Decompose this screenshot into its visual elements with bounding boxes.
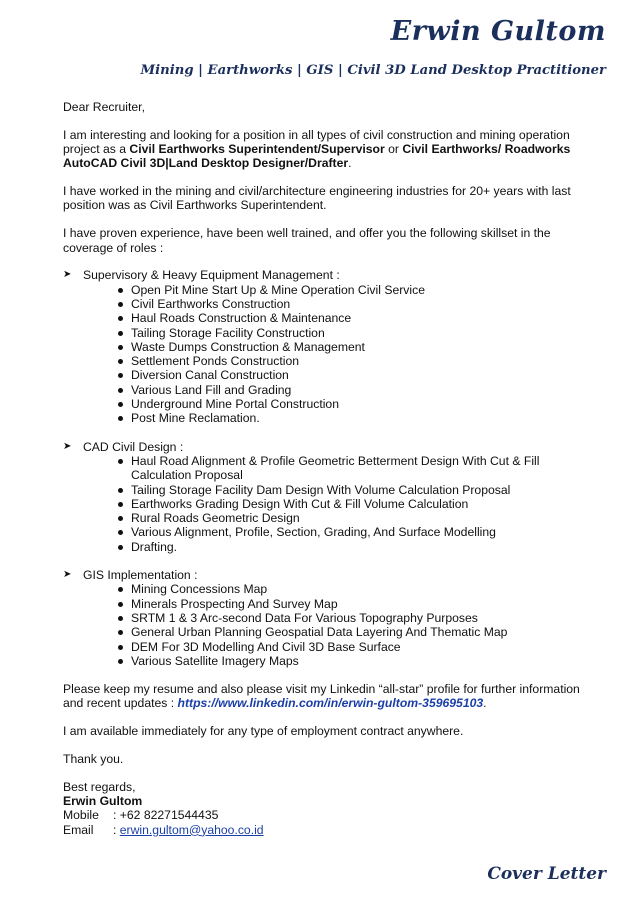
list-item-text: Tailing Storage Facility Construction [131,325,325,340]
list-item [63,540,603,554]
section-title: Supervisory & Heavy Equipment Management : [83,268,340,283]
list-item [63,283,603,297]
list-item [63,411,603,425]
bullet-icon [118,359,123,364]
bullet-icon [118,302,123,307]
list-item [63,654,603,668]
list-item-text: Mining Concessions Map [131,582,268,597]
list-item-text: SRTM 1 & 3 Arc-second Data For Various Topography Purposes [131,610,478,625]
list-item-text: Waste Dumps Construction & Management [131,339,365,354]
skill-list [63,454,603,554]
email-row [63,823,603,837]
skill-list [63,283,603,426]
experience-paragraph: I have worked in the mining and civil/architecture engineering industries for 20+ years with last position was as Civil Earthworks Superintendent. [63,184,571,213]
bullet-icon [118,587,123,592]
list-item-text: Underground Mine Portal Construction [131,397,339,412]
bullet-icon [118,530,123,535]
list-item-text: Various Alignment, Profile, Section, Grading, And Surface Modelling [131,525,496,540]
list-item [63,354,603,368]
bullet-icon [118,288,123,293]
list-item-text: Rural Roads Geometric Design [131,511,300,526]
skill-list [63,582,603,668]
bullet-icon [118,645,123,650]
signature-name [63,794,603,808]
list-item-text: Minerals Prospecting And Survey Map [131,596,338,611]
intro-text-3: . [348,156,352,171]
list-item [63,340,603,354]
list-item [63,597,603,611]
list-item [63,611,603,625]
list-item [63,625,603,639]
list-item [63,511,603,525]
list-item [63,582,603,596]
bullet-icon [118,516,123,521]
author-subtitle: Mining | Earthworks | GIS | Civil 3D Land Desktop Practitioner [140,63,606,78]
intro-role-2: Civil Earthworks/ Roadworks AutoCAD Civil 3D|Land Desktop Designer/Drafter [63,142,571,171]
bullet-icon [118,659,123,664]
list-item-text: Haul Roads Construction & Maintenance [131,311,352,326]
linkedin-end: . [483,696,487,711]
bullet-icon [118,402,123,407]
list-item [63,383,603,397]
bullet-icon [118,373,123,378]
closing: Best regards, [63,779,136,794]
email-link[interactable]: erwin.gultom@yahoo.co.id [119,822,264,837]
salutation: Dear Recruiter, [63,100,145,114]
signature-name-text: Erwin Gultom [63,794,143,809]
list-item-text: General Urban Planning Geospatial Data Layering And Thematic Map [131,625,508,640]
arrow-bullet-icon: ➤ [63,269,72,281]
bullet-icon [118,488,123,493]
list-item [63,311,603,325]
intro-text-2: or [384,142,403,157]
list-item-text: Civil Earthworks Construction [131,296,291,311]
bullet-icon [118,602,123,607]
bullet-icon [118,630,123,635]
section-supervisory [63,268,603,425]
arrow-bullet-icon: ➤ [63,440,72,452]
section-heading [63,568,603,582]
author-name: Erwin Gultom [390,16,606,47]
mobile-value: : +62 82271544435 [113,808,219,823]
bullet-icon [118,502,123,507]
mobile-row [63,808,603,822]
intro-text-1: I am interesting and looking for a position in all types of civil construction and mining operation project as a [63,127,570,157]
list-item-text: DEM For 3D Modelling And Civil 3D Base Surface [131,639,401,654]
section-title: CAD Civil Design : [83,439,184,454]
bullet-icon [118,545,123,550]
list-item [63,368,603,382]
skills-intro-paragraph: I have proven experience, have been well trained, and offer you the following skillset in the coverage of roles : [63,226,551,255]
section-heading [63,268,603,282]
linkedin-paragraph [63,682,603,711]
list-item [63,640,603,654]
section-title: GIS Implementation : [83,568,198,583]
list-item-text: Drafting. [131,539,178,554]
list-item [63,483,603,497]
list-item [63,497,603,511]
section-heading [63,440,603,454]
bullet-icon [118,388,123,393]
list-item [63,397,603,411]
list-item-text: Post Mine Reclamation. [131,411,260,426]
arrow-bullet-icon: ➤ [63,569,72,581]
list-item-text: Earthworks Grading Design With Cut & Fill Volume Calculation [131,496,469,511]
list-item [63,454,603,483]
list-item-text: Settlement Ponds Construction [131,354,300,369]
section-cad-design [63,440,603,554]
thanks-paragraph: Thank you. [63,751,124,766]
bullet-icon [118,331,123,336]
bullet-icon [118,459,123,464]
list-item-text: Diversion Canal Construction [131,368,289,383]
footer-label: Cover Letter [487,864,606,884]
linkedin-link[interactable]: https://www.linkedin.com/in/erwin-gultom-359695103 [177,696,484,711]
availability-paragraph: I am available immediately for any type of employment contract anywhere. [63,724,464,739]
list-item [63,326,603,340]
bullet-icon [118,316,123,321]
signature-block [63,780,603,837]
list-item-text: Various Satellite Imagery Maps [131,653,299,668]
letter-body [63,100,603,837]
mobile-label: Mobile [63,808,99,823]
list-item-text: Haul Road Alignment & Profile Geometric Betterment Design With Cut & Fill Calculation Proposal [131,453,540,483]
bullet-icon [118,345,123,350]
intro-role-1: Civil Earthworks Superintendent/Supervisor [129,142,385,157]
section-gis [63,568,603,668]
list-item [63,525,603,539]
list-item-text: Various Land Fill and Grading [131,382,292,397]
list-item-text: Open Pit Mine Start Up & Mine Operation Civil Service [131,282,425,297]
bullet-icon [118,616,123,621]
list-item-text: Tailing Storage Facility Dam Design With Volume Calculation Proposal [131,482,511,497]
email-label: Email [63,822,94,837]
email-colon: : [113,822,120,837]
bullet-icon [118,416,123,421]
intro-paragraph [63,128,603,171]
list-item [63,297,603,311]
linkedin-text: Please keep my resume and also please visit my Linkedin “all-star” profile for further information and recent updates : [63,682,580,711]
